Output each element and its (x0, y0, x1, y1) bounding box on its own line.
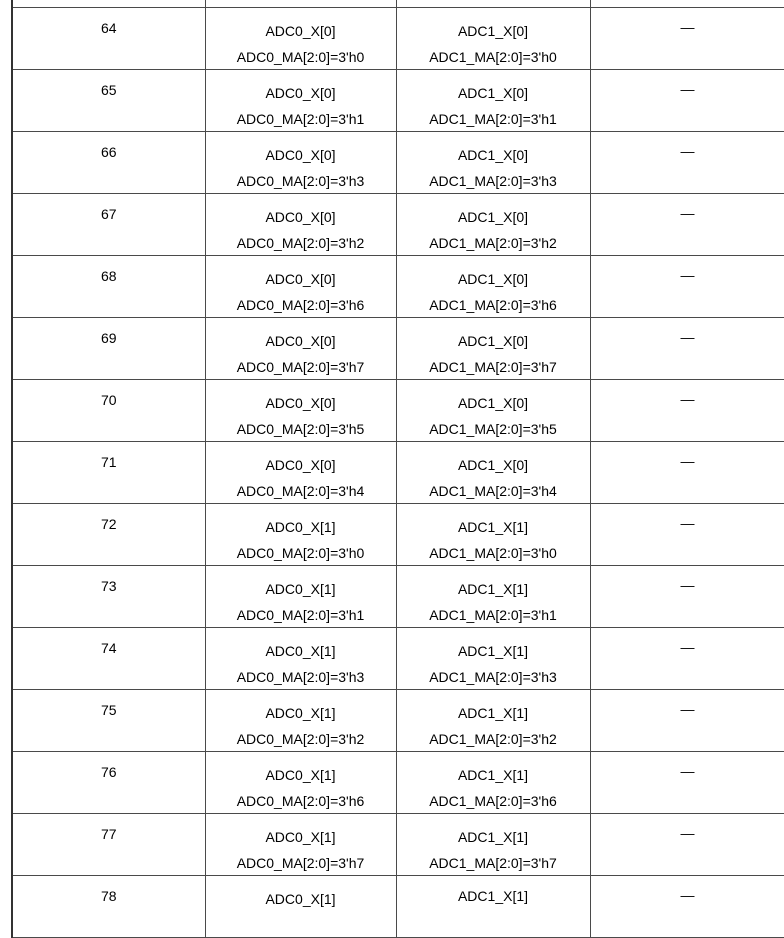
adc1-cell (396, 194, 590, 256)
channel-number-cell (12, 256, 205, 318)
table-row (12, 380, 784, 442)
note-cell (590, 318, 784, 380)
adc0-ma-setting: ADC0_MA[2:0]=3'h2 (206, 732, 396, 746)
adc1-x-signal: ADC1_X[0] (397, 334, 590, 348)
table-row (12, 70, 784, 132)
channel-number-cell (12, 194, 205, 256)
channel-number-cell (12, 752, 205, 814)
channel-number-cell (12, 566, 205, 628)
channel-number: 66 (13, 145, 205, 159)
adc0-ma-setting: ADC0_MA[2:0]=3'h2 (206, 236, 396, 250)
note-cell (590, 132, 784, 194)
adc1-cell (396, 380, 590, 442)
adc1-ma-setting: ADC1_MA[2:0]=3'h0 (397, 50, 590, 64)
adc1-cell (396, 132, 590, 194)
em-dash-placeholder: — (591, 20, 784, 34)
em-dash-placeholder: — (591, 888, 784, 902)
adc1-ma-setting: ADC1_MA[2:0]=3'h6 (397, 298, 590, 312)
adc1-cell (396, 442, 590, 504)
adc0-x-signal: ADC0_X[1] (206, 830, 396, 844)
channel-number: 75 (13, 703, 205, 717)
adc1-ma-setting: ADC1_MA[2:0]=3'h5 (397, 422, 590, 436)
adc0-x-signal: ADC0_X[0] (206, 334, 396, 348)
adc0-cell (205, 504, 396, 566)
adc0-x-signal: ADC0_X[0] (206, 210, 396, 224)
em-dash-placeholder: — (591, 516, 784, 530)
table-row (12, 256, 784, 318)
channel-number-cell (12, 442, 205, 504)
adc0-cell (205, 8, 396, 70)
channel-number-cell (12, 504, 205, 566)
note-cell (590, 194, 784, 256)
channel-number: 77 (13, 827, 205, 841)
adc-channel-table (11, 0, 784, 938)
adc1-x-signal: ADC1_X[0] (397, 24, 590, 38)
table-cell (12, 0, 205, 8)
em-dash-placeholder: — (591, 392, 784, 406)
channel-number: 72 (13, 517, 205, 531)
adc1-ma-setting: ADC1_MA[2:0]=3'h1 (397, 112, 590, 126)
adc0-x-signal: ADC0_X[1] (206, 768, 396, 782)
adc0-ma-setting: ADC0_MA[2:0]=3'h6 (206, 298, 396, 312)
table-cell (205, 0, 396, 8)
adc1-cell (396, 70, 590, 132)
adc1-x-signal: ADC1_X[1] (397, 582, 590, 596)
channel-number: 65 (13, 83, 205, 97)
adc0-ma-setting: ADC0_MA[2:0]=3'h0 (206, 50, 396, 64)
adc0-x-signal: ADC0_X[0] (206, 86, 396, 100)
channel-number: 67 (13, 207, 205, 221)
adc1-cell (396, 752, 590, 814)
adc1-ma-setting: ADC1_MA[2:0]=3'h2 (397, 732, 590, 746)
adc0-x-signal: ADC0_X[0] (206, 148, 396, 162)
table-row (12, 194, 784, 256)
em-dash-placeholder: — (591, 826, 784, 840)
adc1-x-signal: ADC1_X[1] (397, 830, 590, 844)
note-cell (590, 628, 784, 690)
adc1-ma-setting: ADC1_MA[2:0]=3'h7 (397, 360, 590, 374)
adc0-ma-setting: ADC0_MA[2:0]=3'h3 (206, 174, 396, 188)
note-cell (590, 256, 784, 318)
adc1-x-signal: ADC1_X[1] (397, 644, 590, 658)
adc1-cell (396, 814, 590, 876)
channel-number: 68 (13, 269, 205, 283)
adc0-cell (205, 318, 396, 380)
adc1-ma-setting: ADC1_MA[2:0]=3'h3 (397, 174, 590, 188)
adc1-x-signal: ADC1_X[1] (397, 768, 590, 782)
adc1-ma-setting: ADC1_MA[2:0]=3'h3 (397, 670, 590, 684)
table-row-partial-top (12, 0, 784, 8)
em-dash-placeholder: — (591, 640, 784, 654)
table-row (12, 566, 784, 628)
note-cell (590, 442, 784, 504)
channel-number: 70 (13, 393, 205, 407)
note-cell (590, 70, 784, 132)
adc0-x-signal: ADC0_X[1] (206, 520, 396, 534)
adc1-cell (396, 8, 590, 70)
adc0-x-signal: ADC0_X[1] (206, 582, 396, 596)
adc1-cell (396, 256, 590, 318)
table-row (12, 628, 784, 690)
adc0-x-signal: ADC0_X[0] (206, 272, 396, 286)
adc1-x-signal: ADC1_X[0] (397, 272, 590, 286)
adc1-x-signal: ADC1_X[1] (397, 520, 590, 534)
adc0-cell (205, 194, 396, 256)
adc1-ma-setting: ADC1_MA[2:0]=3'h7 (397, 856, 590, 870)
channel-number: 76 (13, 765, 205, 779)
adc1-x-signal: ADC1_X[1] (397, 706, 590, 720)
channel-number: 71 (13, 455, 205, 469)
em-dash-placeholder: — (591, 578, 784, 592)
adc0-cell (205, 628, 396, 690)
adc0-ma-setting: ADC0_MA[2:0]=3'h5 (206, 422, 396, 436)
adc1-ma-setting: ADC1_MA[2:0]=3'h4 (397, 484, 590, 498)
note-cell (590, 690, 784, 752)
adc0-x-signal: ADC0_X[0] (206, 396, 396, 410)
adc1-cell (396, 318, 590, 380)
note-cell (590, 752, 784, 814)
em-dash-placeholder: — (591, 206, 784, 220)
adc0-x-signal: ADC0_X[1] (206, 892, 396, 906)
em-dash-placeholder: — (591, 702, 784, 716)
adc0-ma-setting: ADC0_MA[2:0]=3'h1 (206, 608, 396, 622)
adc1-x-signal: ADC1_X[0] (397, 210, 590, 224)
table-row (12, 752, 784, 814)
adc0-cell (205, 132, 396, 194)
adc1-ma-setting: ADC1_MA[2:0]=3'h1 (397, 608, 590, 622)
adc1-ma-setting: ADC1_MA[2:0]=3'h2 (397, 236, 590, 250)
adc0-ma-setting: ADC0_MA[2:0]=3'h0 (206, 546, 396, 560)
table-row (12, 442, 784, 504)
channel-number-cell (12, 8, 205, 70)
table-row (12, 690, 784, 752)
adc0-ma-setting: ADC0_MA[2:0]=3'h6 (206, 794, 396, 808)
adc1-x-signal: ADC1_X[1] (397, 889, 590, 903)
adc-channel-table-container (11, 0, 784, 938)
adc0-cell (205, 814, 396, 876)
note-cell (590, 566, 784, 628)
adc0-x-signal: ADC0_X[0] (206, 458, 396, 472)
adc0-x-signal: ADC0_X[0] (206, 24, 396, 38)
channel-number: 69 (13, 331, 205, 345)
adc0-ma-setting: ADC0_MA[2:0]=3'h3 (206, 670, 396, 684)
adc0-cell (205, 380, 396, 442)
channel-number-cell (12, 814, 205, 876)
table-body (12, 0, 784, 938)
adc1-x-signal: ADC1_X[0] (397, 396, 590, 410)
note-cell (590, 504, 784, 566)
channel-number: 78 (13, 889, 205, 903)
adc0-cell (205, 752, 396, 814)
table-row (12, 814, 784, 876)
table-cell (396, 0, 590, 8)
adc1-ma-setting: ADC1_MA[2:0]=3'h6 (397, 794, 590, 808)
adc1-cell (396, 504, 590, 566)
adc0-ma-setting: ADC0_MA[2:0]=3'h7 (206, 856, 396, 870)
channel-number-cell (12, 318, 205, 380)
em-dash-placeholder: — (591, 268, 784, 282)
adc1-cell (396, 566, 590, 628)
adc1-x-signal: ADC1_X[0] (397, 148, 590, 162)
channel-number-cell (12, 628, 205, 690)
table-row (12, 318, 784, 380)
adc0-x-signal: ADC0_X[1] (206, 706, 396, 720)
adc0-ma-setting: ADC0_MA[2:0]=3'h1 (206, 112, 396, 126)
channel-number-cell (12, 690, 205, 752)
adc0-cell (205, 256, 396, 318)
channel-number-cell (12, 132, 205, 194)
adc1-ma-setting: ADC1_MA[2:0]=3'h0 (397, 546, 590, 560)
adc0-cell (205, 70, 396, 132)
channel-number-cell (12, 380, 205, 442)
adc1-cell (396, 690, 590, 752)
adc0-x-signal: ADC0_X[1] (206, 644, 396, 658)
table-row (12, 504, 784, 566)
adc0-cell (205, 566, 396, 628)
channel-number: 73 (13, 579, 205, 593)
adc0-cell (205, 442, 396, 504)
channel-number-cell (12, 70, 205, 132)
channel-number: 74 (13, 641, 205, 655)
adc1-cell (396, 628, 590, 690)
em-dash-placeholder: — (591, 330, 784, 344)
adc0-cell (205, 690, 396, 752)
channel-number: 64 (13, 21, 205, 35)
table-row (12, 132, 784, 194)
table-row (12, 8, 784, 70)
note-cell (590, 380, 784, 442)
adc0-ma-setting: ADC0_MA[2:0]=3'h4 (206, 484, 396, 498)
em-dash-placeholder: — (591, 82, 784, 96)
adc1-x-signal: ADC1_X[0] (397, 86, 590, 100)
table-cell (590, 0, 784, 8)
adc1-x-signal: ADC1_X[0] (397, 458, 590, 472)
note-cell (590, 814, 784, 876)
em-dash-placeholder: — (591, 144, 784, 158)
em-dash-placeholder: — (591, 454, 784, 468)
note-cell (590, 8, 784, 70)
adc0-ma-setting: ADC0_MA[2:0]=3'h7 (206, 360, 396, 374)
em-dash-placeholder: — (591, 764, 784, 778)
